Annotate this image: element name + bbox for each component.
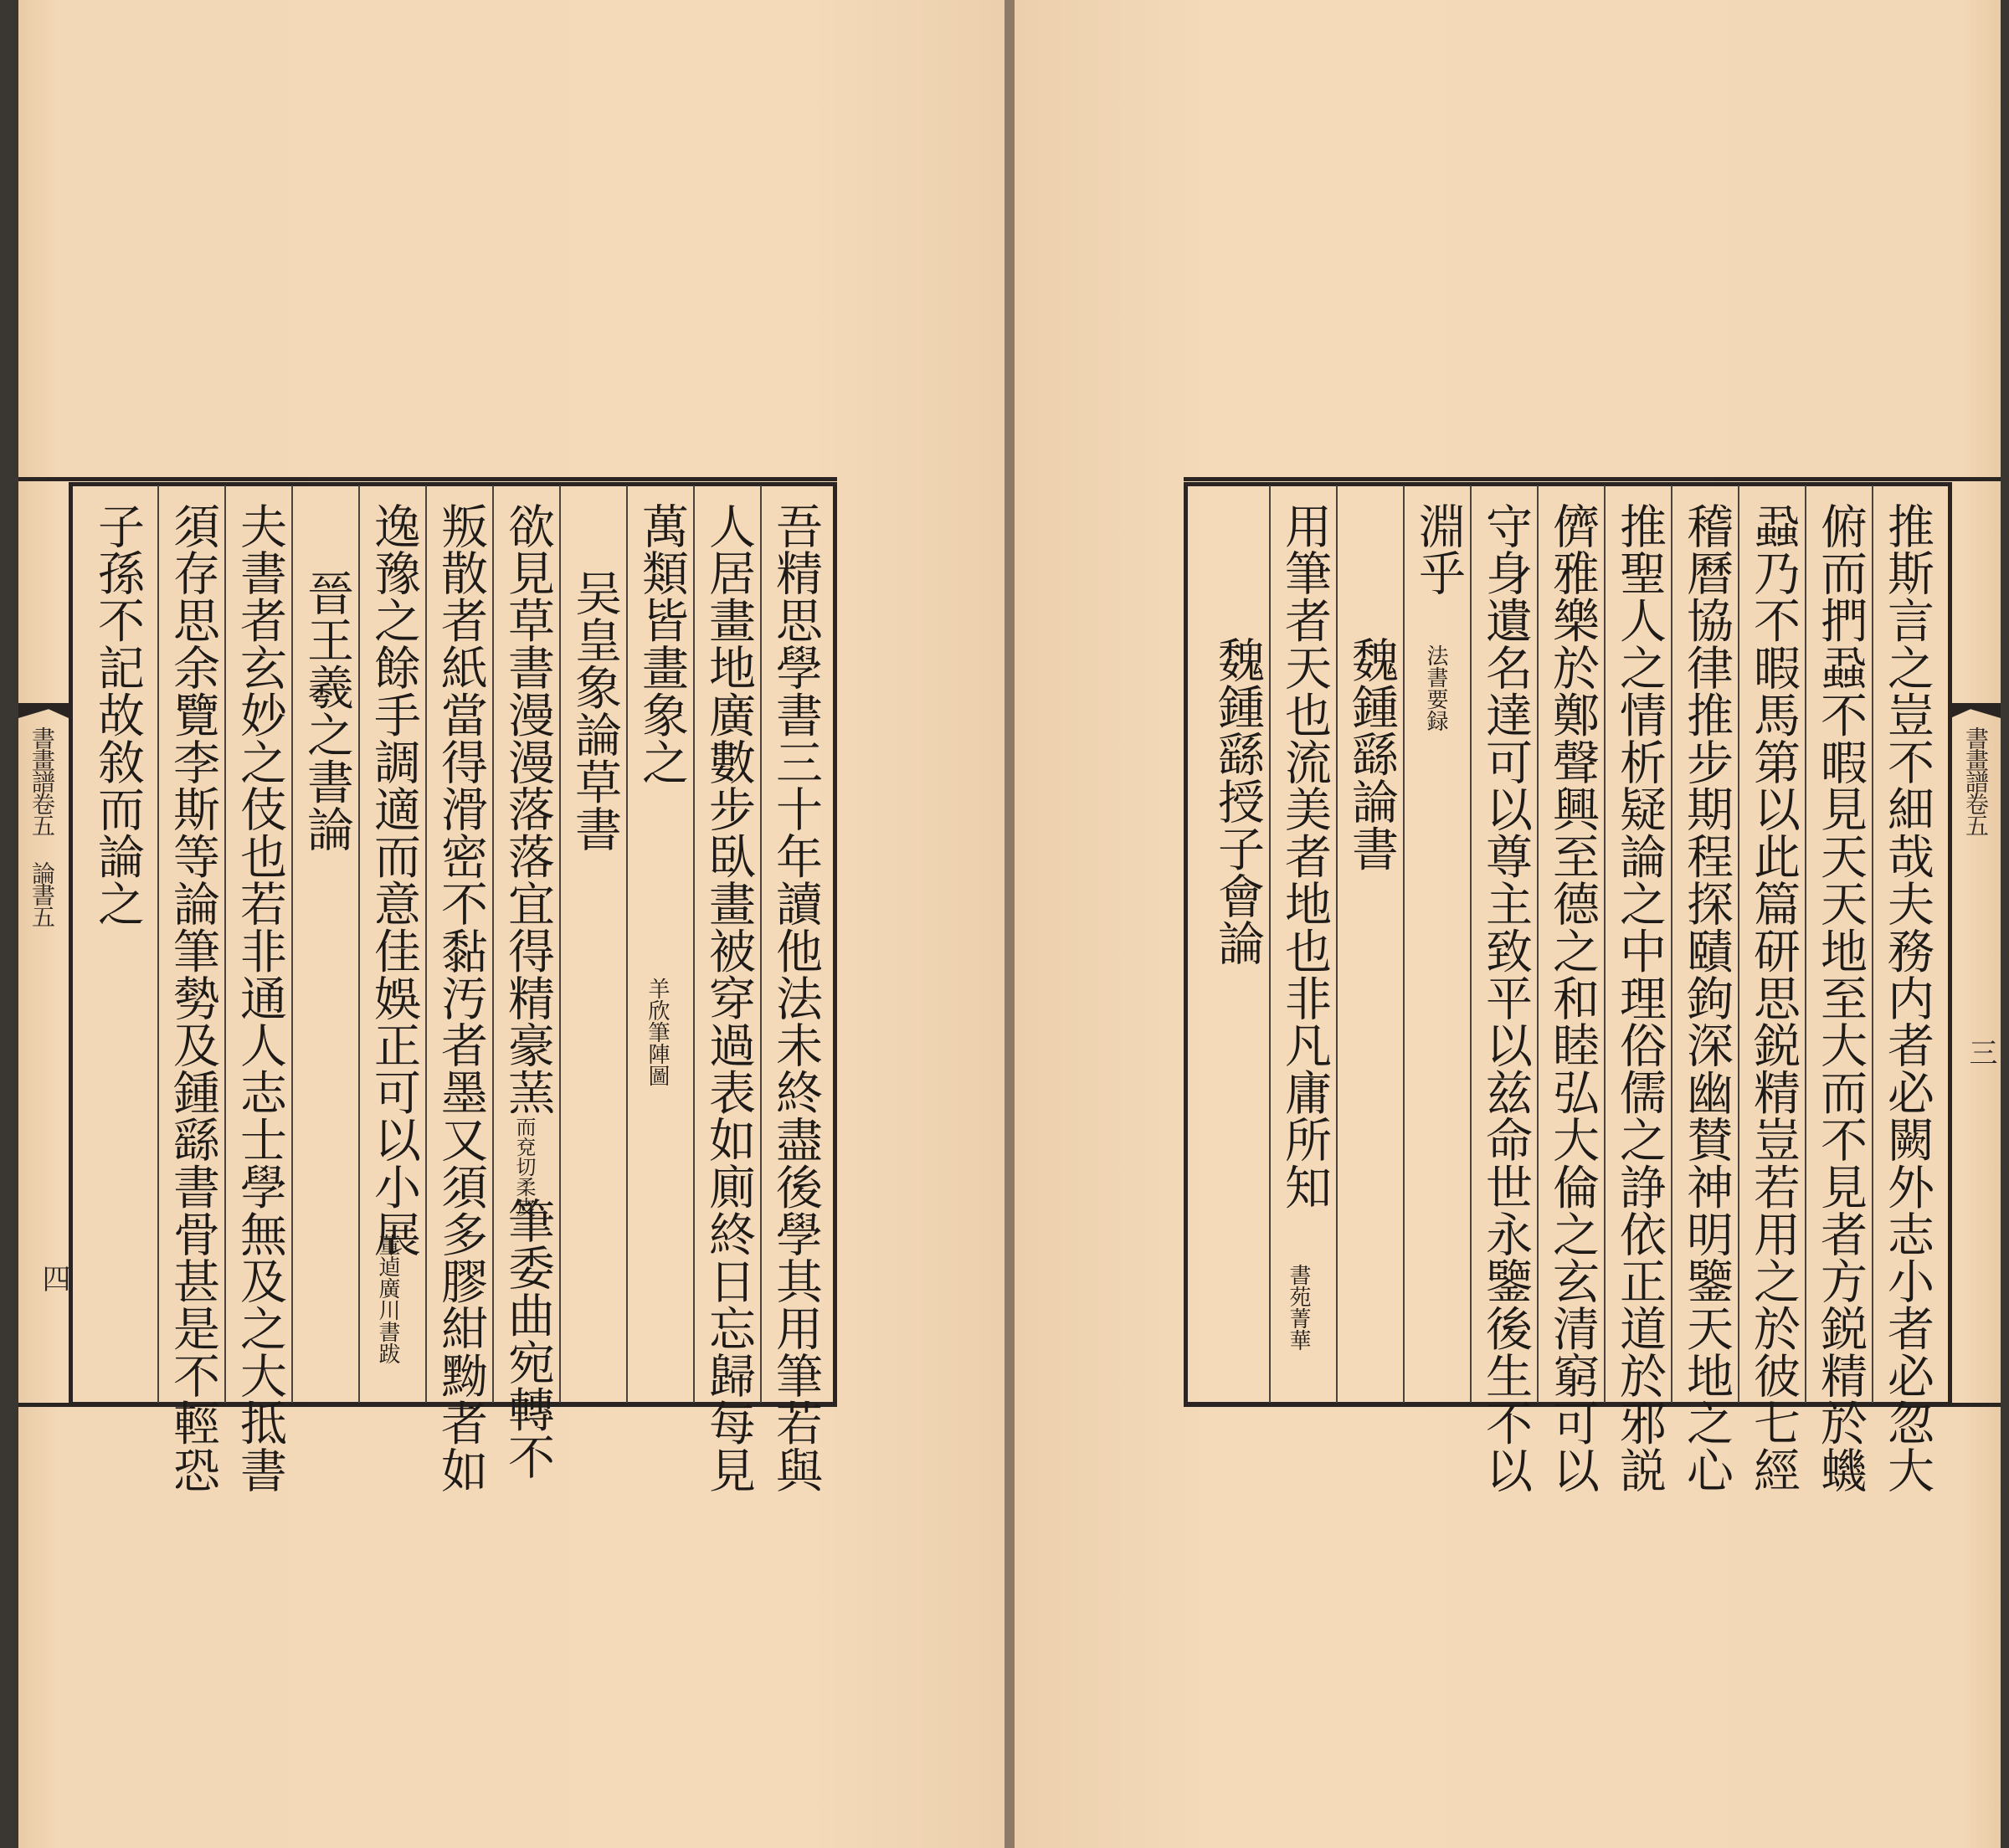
left-column-5b: 筆委曲宛轉不 [501,1197,555,1481]
right-column-7: 守身遺名達可以尊主致平以兹命世永鑒後生不以 [1478,502,1533,1494]
right-column-5: 推聖人之情析疑論之中理俗儒之諍依正道於邪説 [1612,502,1667,1494]
left-column-3: 萬類皆畫象之 [635,502,689,786]
right-column-11: 魏鍾繇授子會論 [1210,636,1265,967]
left-column-10: 須存思余覽李斯等論筆勢及鍾繇書骨甚是不輕恐 [166,502,220,1494]
right-column-3: 蝨乃不暇馬第以此篇研思鋭精豈若用之於彼七經 [1746,502,1801,1494]
left-column-3-source-note: 羊欣筆陣圖 [645,978,670,1086]
left-column-11: 子孫不記故敘而論之 [90,502,145,927]
right-edge-label: 書畫譜卷五 [1962,726,1990,835]
left-column-7-source-note: 董逌廣川書跋 [375,1234,400,1364]
left-column-1: 吾精思學書三十年讀他法未終盡後學其用筆若與 [768,502,823,1494]
book-gutter [1004,0,1015,1848]
left-column-2: 人居畫地廣數步臥畫被穿過表如廁終日忘歸每見 [701,502,756,1494]
left-column-5-gloss: 而兗切柔皮 [512,1116,536,1217]
right-column-4: 稽曆協律推步期程探賾鉤深幽賛神明鑒天地之心 [1679,502,1734,1494]
right-column-10-source-note: 書苑菁華 [1286,1264,1311,1351]
left-column-7: 逸豫之餘手調適而意佳娛正可以小展 [367,502,421,1258]
left-column-8: 晉王羲之書論 [300,569,354,853]
right-column-10: 用筆者天也流美者地也非凡庸所知 [1277,502,1332,1210]
left-column-9: 夫書者玄妙之伎也若非通人志士學無及之大抵書 [233,502,287,1494]
right-column-8: 淵乎 [1411,502,1466,597]
left-folio-number: 四 [37,1264,70,1291]
right-column-6: 儕雅樂於鄭聲興至德之和睦弘大倫之玄清窮可以 [1545,502,1600,1494]
right-column-2: 俯而捫蝨不暇見天天地至大而不見者方鋭精於蟣 [1813,502,1868,1494]
right-column-1: 推斯言之豈不細哉夫務内者必闕外志小者必忽大 [1880,502,1934,1494]
right-column-9: 魏鍾繇論書 [1344,636,1399,872]
left-top-rule [18,477,837,481]
right-top-rule [1184,477,2001,481]
left-column-6: 叛散者紙當得滑密不黏汚者墨又須多膠紺黝者如 [434,502,488,1494]
right-column-8-source-note: 法書要録 [1423,644,1448,732]
left-edge-label: 書畫譜卷五 論書五 [28,726,56,927]
right-folio-number: 三 [1964,1038,1997,1065]
left-column-5a: 欲見草書漫漫落落宜得精豪蓔 [501,502,555,1116]
right-column-divider [1403,485,1405,1403]
left-column-4: 吴皇象論草書 [568,569,622,853]
